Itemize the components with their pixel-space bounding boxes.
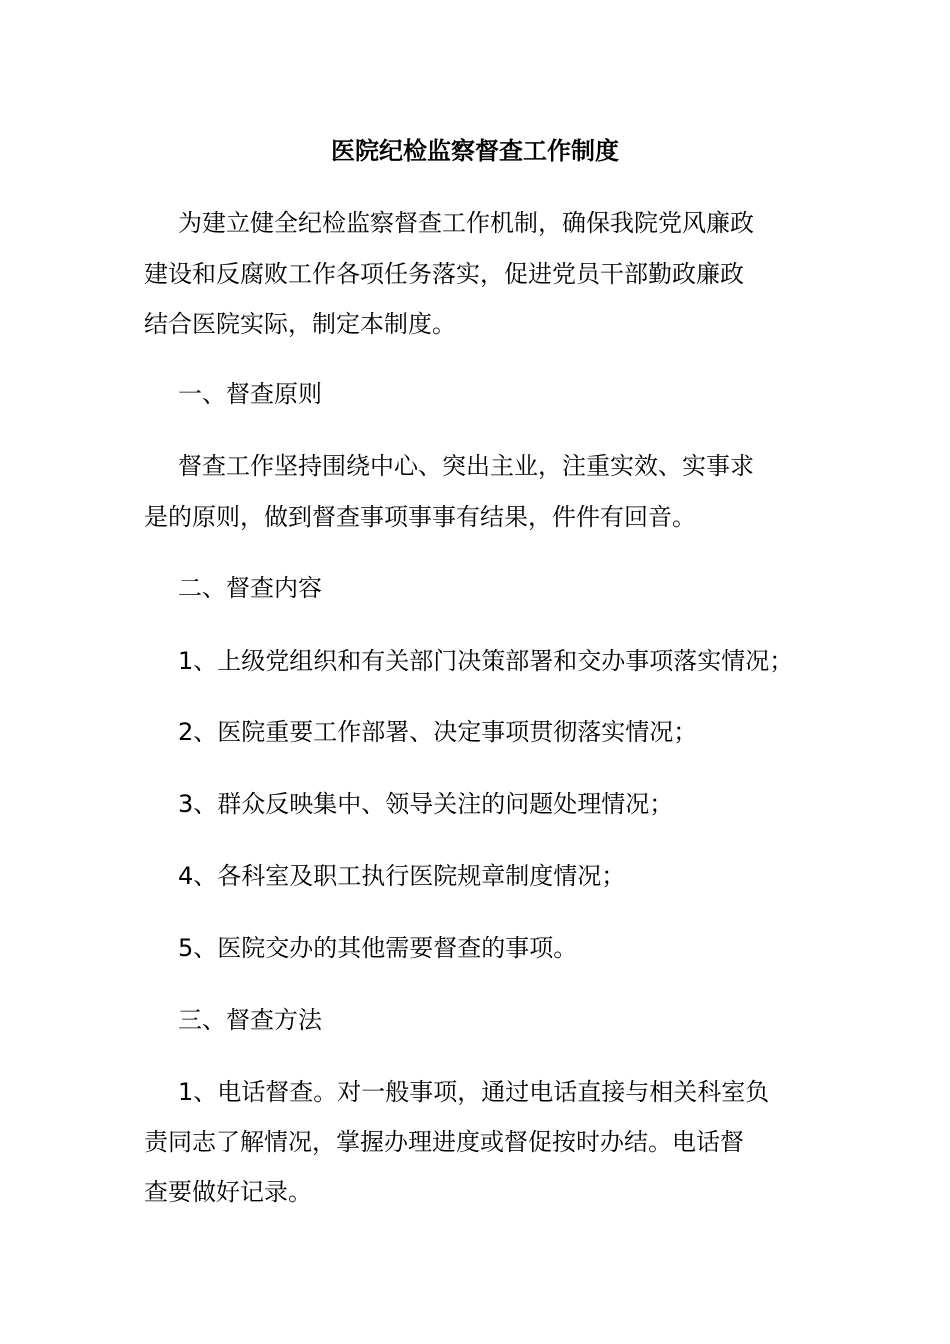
section1-line-2: 是的原则，做到督查事项事事有结果，件件有回音。 xyxy=(144,503,696,531)
intro-line-2: 建设和反腐败工作各项任务落实，促进党员干部勤政廉政 xyxy=(144,260,744,288)
intro-line-3: 结合医院实际，制定本制度。 xyxy=(144,310,456,338)
section2-item-1: 1、上级党组织和有关部门决策部署和交办事项落实情况； xyxy=(178,647,794,675)
section2-item-5: 5、医院交办的其他需要督查的事项。 xyxy=(178,934,578,962)
section3-line-1: 1、电话督查。对一般事项，通过电话直接与相关科室负 xyxy=(178,1078,770,1106)
section1-heading: 一、督查原则 xyxy=(178,380,322,408)
section3-heading: 三、督查方法 xyxy=(178,1006,322,1034)
section1-line-1: 督查工作坚持围绕中心、突出主业，注重实效、实事求 xyxy=(178,452,754,480)
section3-line-3: 查要做好记录。 xyxy=(144,1178,312,1206)
section2-item-2: 2、医院重要工作部署、决定事项贯彻落实情况； xyxy=(178,718,698,746)
section3-line-2: 责同志了解情况，掌握办理进度或督促按时办结。电话督 xyxy=(144,1128,744,1156)
document-title: 医院纪检监察督查工作制度 xyxy=(331,137,619,165)
section2-item-4: 4、各科室及职工执行医院规章制度情况； xyxy=(178,862,626,890)
intro-line-1: 为建立健全纪检监察督查工作机制，确保我院党风廉政 xyxy=(178,209,754,237)
section2-item-3: 3、群众反映集中、领导关注的问题处理情况； xyxy=(178,790,674,818)
section2-heading: 二、督查内容 xyxy=(178,574,322,602)
